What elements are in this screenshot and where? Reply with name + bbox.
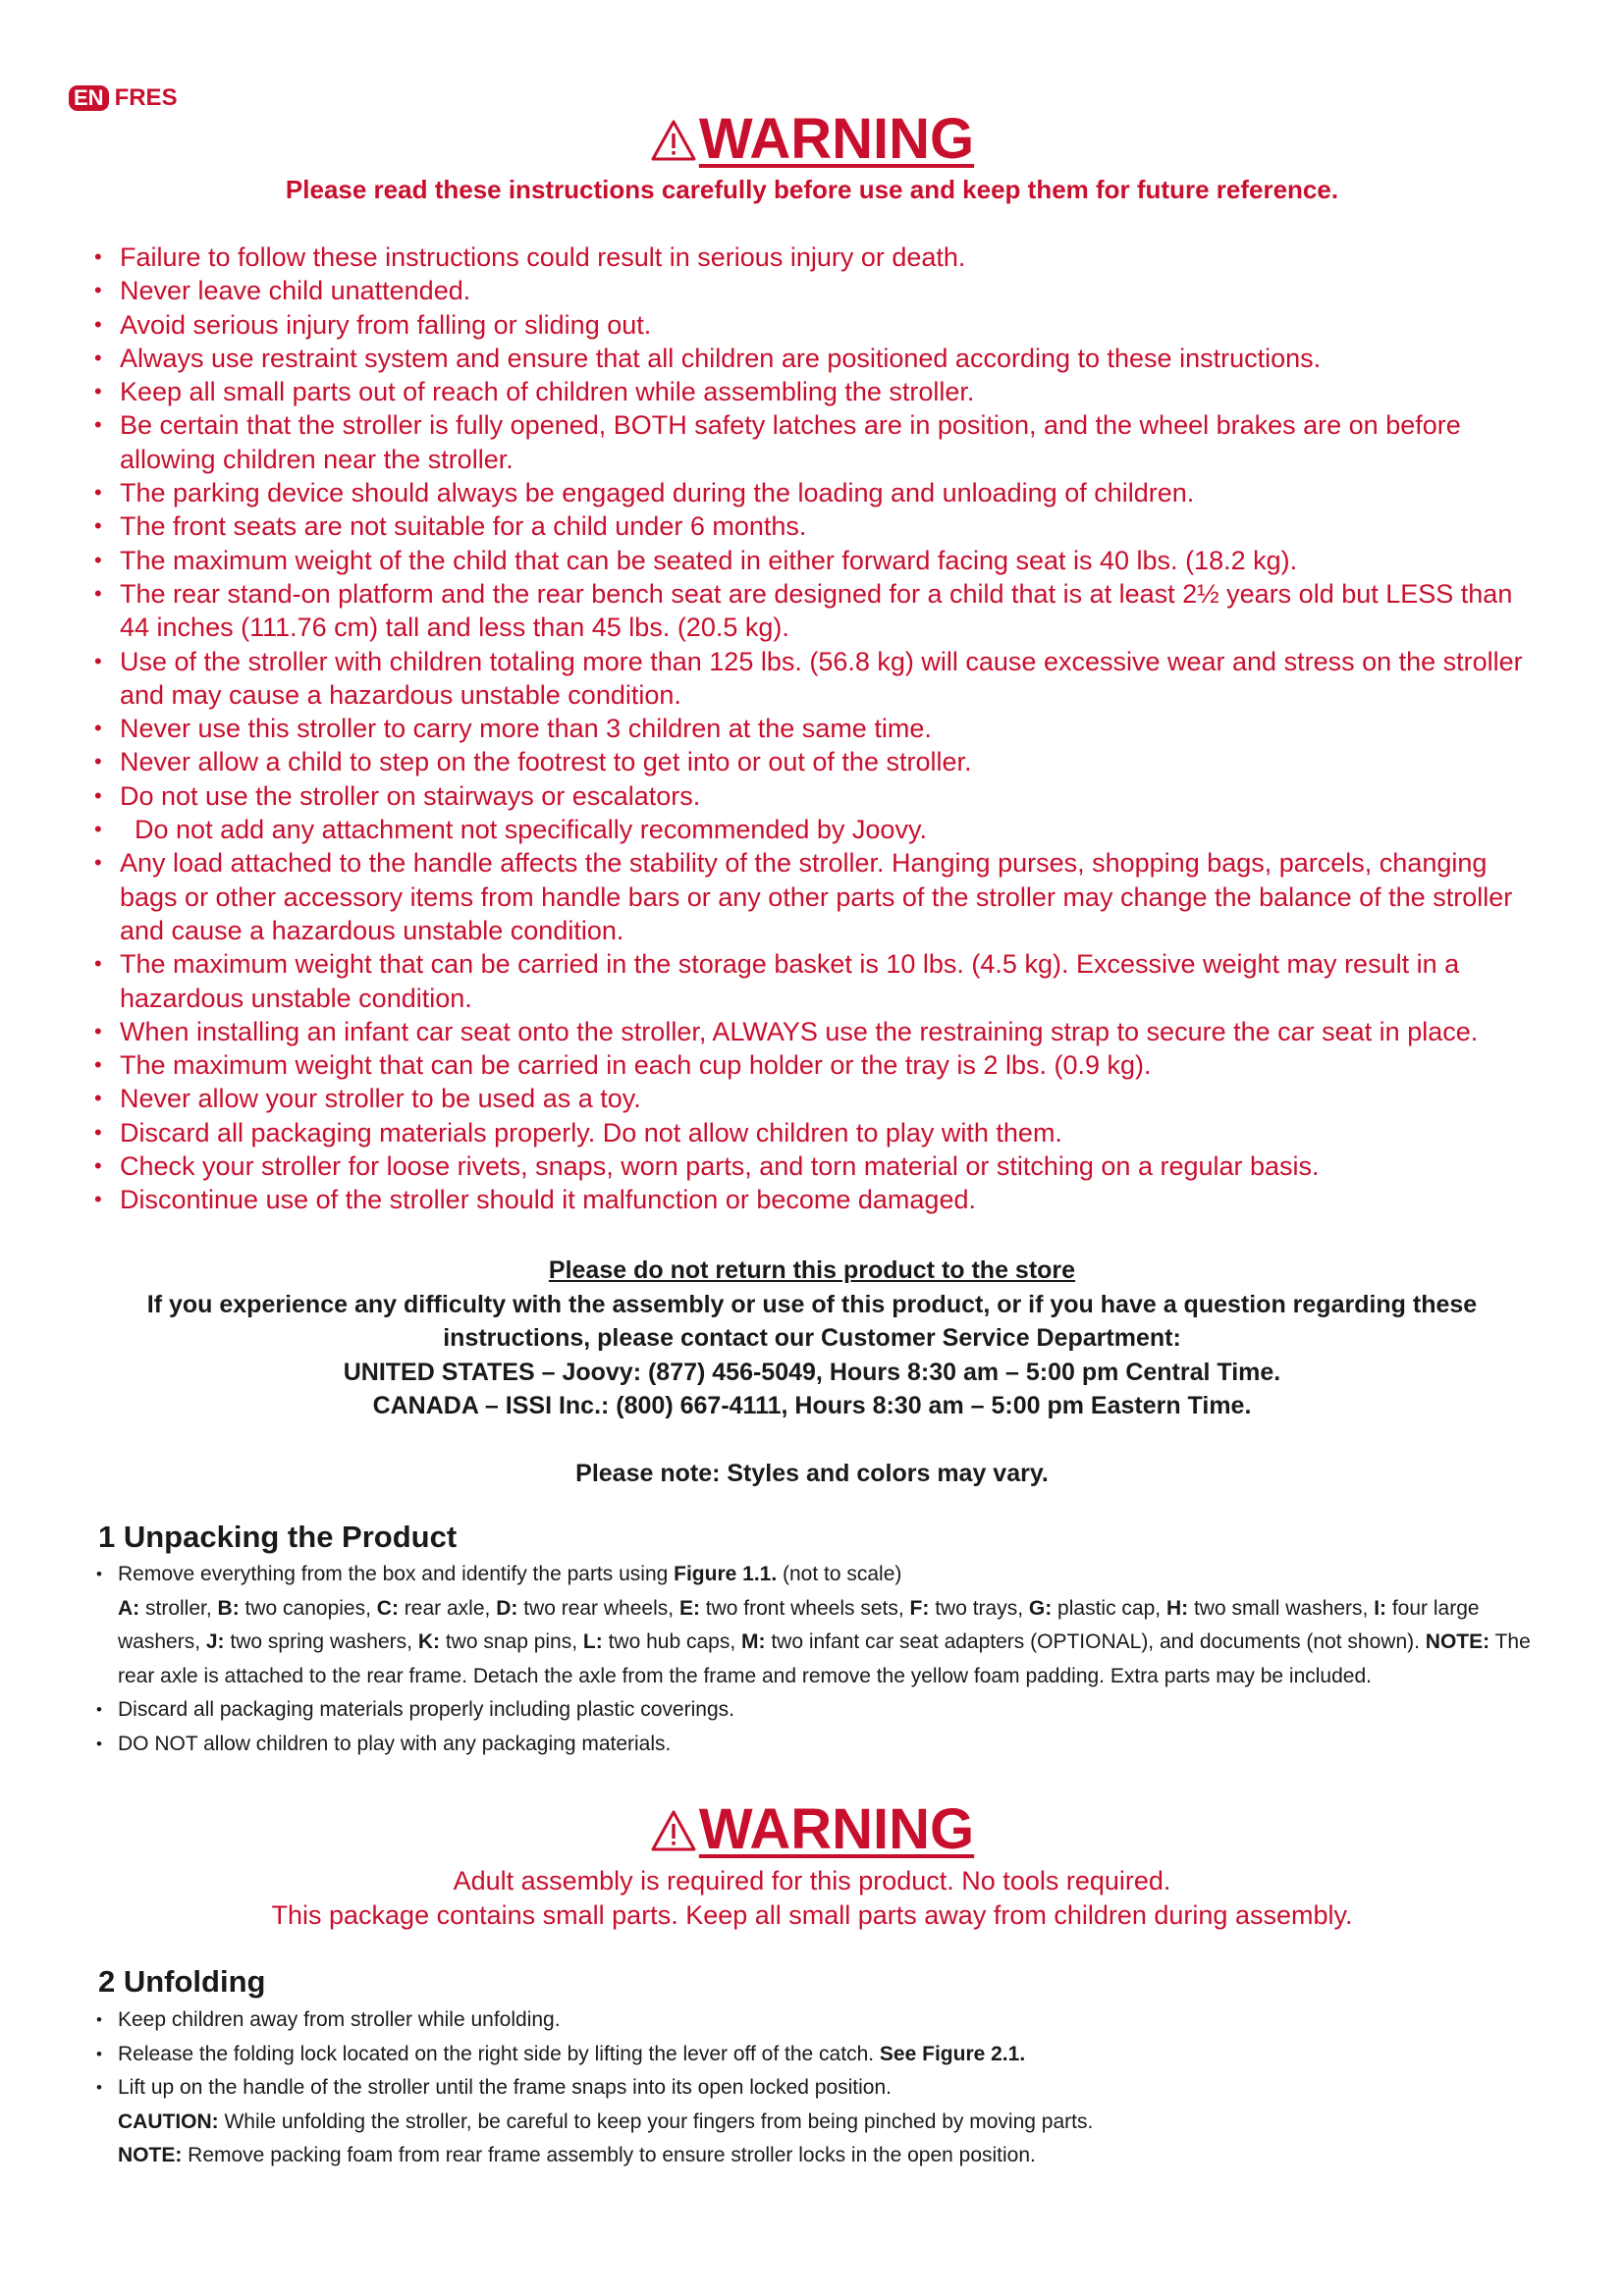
- part-desc: two snap pins,: [439, 1630, 583, 1653]
- part-key: H:: [1165, 1596, 1189, 1620]
- warning-item: • Discard all packaging materials properly. Do not allow children to play with them.: [94, 1116, 1547, 1149]
- list-item: • Keep children away from stroller while unfolding.: [96, 2003, 1549, 2038]
- assembly-warning-line1: Adult assembly is required for this product. No tools required.: [453, 1866, 1171, 1896]
- list-item: • Lift up on the handle of the stroller until the frame snaps into its open locked position.: [96, 2071, 1549, 2106]
- part-key: E:: [678, 1596, 700, 1620]
- part-key: C:: [376, 1596, 399, 1620]
- warning-item: • Do not add any attachment not specifically recommended by Joovy.: [94, 813, 1547, 846]
- warning-item: • The front seats are not suitable for a child under 6 months.: [94, 509, 1547, 543]
- part-key: K:: [417, 1630, 440, 1653]
- part-key: M:: [740, 1630, 766, 1653]
- warning-item: • The maximum weight that can be carried in the storage basket is 10 lbs. (4.5 kg). Excessive weight may result in a hazardous unstable condition.: [94, 947, 1547, 1015]
- part-key: D:: [496, 1596, 518, 1620]
- warning-item: • The parking device should always be engaged during the loading and unloading of children.: [94, 476, 1547, 509]
- warning-item: • Check your stroller for loose rivets, snaps, worn parts, and torn material or stitching on a regular basis.: [94, 1149, 1547, 1183]
- part-key: J:: [205, 1630, 225, 1653]
- part-desc: two infant car seat adapters (OPTIONAL), and documents (not shown).: [765, 1630, 1426, 1653]
- language-badge-en: EN: [69, 85, 109, 111]
- part-desc: two spring washers,: [224, 1630, 418, 1653]
- warning-item: • Never allow your stroller to be used as a toy.: [94, 1082, 1547, 1115]
- warning-heading-2: [0, 1798, 1624, 1861]
- part-desc: two small washers,: [1188, 1596, 1375, 1620]
- part-key: L:: [582, 1630, 603, 1653]
- service-text-line2: instructions, please contact our Customer Service Department:: [443, 1324, 1181, 1352]
- part-desc: plastic cap,: [1052, 1596, 1166, 1620]
- part-key: B:: [217, 1596, 240, 1620]
- assembly-warning: [0, 1864, 1624, 1932]
- customer-service-block: [0, 1254, 1624, 1490]
- section-2-title: 2 Unfolding: [98, 1964, 266, 1999]
- warning-title: WARNING: [698, 107, 975, 171]
- warning-item: • Do not use the stroller on stairways or escalators.: [94, 779, 1547, 813]
- warning-title-2: WARNING: [698, 1797, 975, 1861]
- part-desc: The rear axle is attached to the rear frame. Detach the axle from the frame and remove the yellow foam padding. Extra parts may be included.: [118, 1630, 1531, 1687]
- warning-item: • Avoid serious injury from falling or sliding out.: [94, 308, 1547, 342]
- warnings-list: [94, 240, 1547, 1217]
- part-key: A:: [118, 1596, 140, 1620]
- warning-heading: [0, 108, 1624, 171]
- list-item: • Remove everything from the box and identify the parts using Figure 1.1. (not to scale): [96, 1558, 1549, 1592]
- part-desc: stroller,: [139, 1596, 218, 1620]
- warning-item: • Be certain that the stroller is fully opened, BOTH safety latches are in position, and the wheel brakes are on before allowing children near the stroller.: [94, 408, 1547, 476]
- list-item: • Discard all packaging materials properly including plastic coverings.: [96, 1693, 1549, 1728]
- warning-item: • The rear stand-on platform and the rear bench seat are designed for a child that is at least 2½ years old but LESS than 44 inches (111.76 cm) tall and less than 45 lbs. (20.5 kg).: [94, 577, 1547, 645]
- part-key: NOTE:: [1425, 1630, 1490, 1653]
- service-canada-contact: CANADA – ISSI Inc.: (800) 667-4111, Hours 8:30 am – 5:00 pm Eastern Time.: [372, 1392, 1252, 1419]
- warning-subtitle: Please read these instructions carefully before use and keep them for future reference.: [285, 175, 1339, 204]
- part-desc: two rear wheels,: [517, 1596, 679, 1620]
- part-desc: two trays,: [929, 1596, 1029, 1620]
- part-key: G:: [1028, 1596, 1053, 1620]
- warning-item: • Any load attached to the handle affects the stability of the stroller. Hanging purses, shopping bags, parcels, changing bags or other accessory items from handle bars or any other parts of the stroller may change the balance of the stroller and cause a hazardous unstable condition.: [94, 846, 1547, 947]
- language-others: FRES: [114, 84, 178, 111]
- warning-item: • The maximum weight of the child that can be seated in either forward facing seat is 40 lbs. (18.2 kg).: [94, 544, 1547, 577]
- part-desc: two hub caps,: [602, 1630, 741, 1653]
- part-key: F:: [909, 1596, 930, 1620]
- parts-list: [96, 1592, 1549, 1694]
- styles-note: Please note: Styles and colors may vary.: [575, 1459, 1049, 1487]
- warning-item: • Never leave child unattended.: [94, 274, 1547, 307]
- caution-note: CAUTION: While unfolding the stroller, be careful to keep your fingers from being pinched by moving parts.: [118, 2109, 1094, 2133]
- warning-triangle-icon: [650, 119, 697, 162]
- warning-item: • Never allow a child to step on the footrest to get into or out of the stroller.: [94, 745, 1547, 778]
- warning-triangle-icon: [650, 1809, 697, 1852]
- part-desc: rear axle,: [398, 1596, 497, 1620]
- warning-item: • Always use restraint system and ensure that all children are positioned according to these instructions.: [94, 342, 1547, 375]
- warning-item: • Failure to follow these instructions could result in serious injury or death.: [94, 240, 1547, 274]
- list-item: • DO NOT allow children to play with any packaging materials.: [96, 1728, 1549, 1762]
- section-2-list: [96, 2003, 1549, 2173]
- part-desc: two canopies,: [239, 1596, 377, 1620]
- warning-item: • The maximum weight that can be carried in each cup holder or the tray is 2 lbs. (0.9 kg).: [94, 1048, 1547, 1082]
- part-desc: four large washers,: [118, 1596, 1480, 1653]
- section-1-title: 1 Unpacking the Product: [98, 1520, 458, 1554]
- warning-item: • Use of the stroller with children totaling more than 125 lbs. (56.8 kg) will cause excessive wear and stress on the stroller and may cause a hazardous unstable condition.: [94, 645, 1547, 713]
- service-us-contact: UNITED STATES – Joovy: (877) 456-5049, Hours 8:30 am – 5:00 pm Central Time.: [343, 1358, 1281, 1386]
- part-desc: two front wheels sets,: [699, 1596, 910, 1620]
- warning-item: • Keep all small parts out of reach of children while assembling the stroller.: [94, 375, 1547, 408]
- list-item: • Release the folding lock located on the right side by lifting the lever off of the catch. See Figure 2.1.: [96, 2038, 1549, 2072]
- no-return-notice: Please do not return this product to the store: [548, 1256, 1076, 1284]
- warning-item: • Discontinue use of the stroller should it malfunction or become damaged.: [94, 1183, 1547, 1216]
- packing-foam-note: NOTE: Remove packing foam from rear frame assembly to ensure stroller locks in the open position.: [118, 2144, 1036, 2166]
- warning-item: • When installing an infant car seat onto the stroller, ALWAYS use the restraining strap to secure the car seat in place.: [94, 1015, 1547, 1048]
- service-text-line1: If you experience any difficulty with the assembly or use of this product, or if you have a question regarding these: [146, 1290, 1478, 1318]
- warning-item: • Never use this stroller to carry more than 3 children at the same time.: [94, 712, 1547, 745]
- assembly-warning-line2: This package contains small parts. Keep all small parts away from children during assembly.: [271, 1899, 1353, 1930]
- section-1-list: [96, 1558, 1549, 1761]
- part-key: I:: [1374, 1596, 1387, 1620]
